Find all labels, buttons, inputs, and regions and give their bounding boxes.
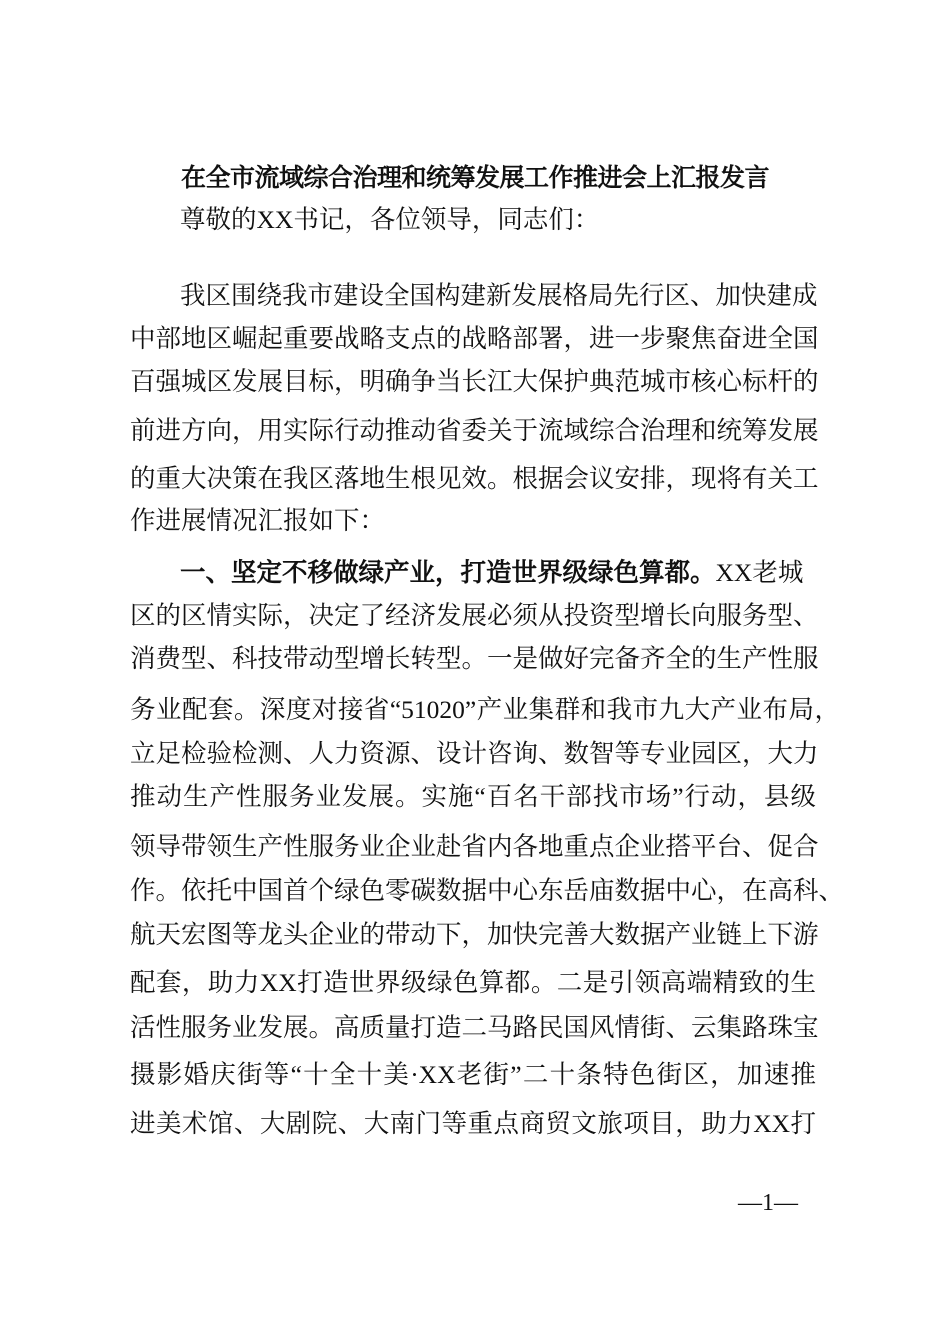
paragraph-line: 立足检验检测、人力资源、设计咨询、数智等专业园区，大力 [130,739,819,768]
section-heading-line [180,556,816,590]
paragraph-line: 作。依托中国首个绿色零碳数据中心东岳庙数据中心，在高科、 [130,876,845,905]
salutation: 尊敬的XX书记，各位领导，同志们： [180,205,600,234]
paragraph-line: 中部地区崛起重要战略支点的战略部署，进一步聚焦奋进全国 [130,324,819,353]
paragraph-line: 百强城区发展目标，明确争当长江大保护典范城市核心标杆的 [130,367,819,396]
paragraph-line: 的重大决策在我区落地生根见效。根据会议安排，现将有关工 [130,464,819,493]
paragraph-line: 务业配套。深度对接省“51020”产业集群和我市九大产业布局， [130,695,840,724]
paragraph-line: 区的区情实际，决定了经济发展必须从投资型增长向服务型、 [130,601,819,630]
paragraph-line: 消费型、科技带动型增长转型。一是做好完备齐全的生产性服 [130,644,819,673]
paragraph-line: 配套，助力XX打造世界级绿色算都。二是引领高端精致的生 [130,968,816,997]
paragraph-line: 活性服务业发展。高质量打造二马路民国风情街、云集路珠宝 [130,1013,819,1042]
page-number: —1— [738,1190,798,1216]
paragraph-line: 推动生产性服务业发展。实施“百名干部找市场”行动，县级 [130,782,816,811]
document-title: 在全市流域综合治理和统筹发展工作推进会上汇报发言 [180,165,769,192]
paragraph-line: 航天宏图等龙头企业的带动下，加快完善大数据产业链上下游 [130,920,819,949]
paragraph-line: 我区围绕我市建设全国构建新发展格局先行区、加快建成 [180,281,818,310]
heading-tail: XX老城 [715,558,804,587]
paragraph-line: 进美术馆、大剧院、大南门等重点商贸文旅项目，助力XX打 [130,1109,816,1138]
section-heading: 一、坚定不移做绿产业，打造世界级绿色算都。 [180,559,716,587]
paragraph-line: 作进展情况汇报如下： [130,506,386,535]
paragraph-line: 前进方向，用实际行动推动省委关于流域综合治理和统筹发展 [130,416,819,445]
paragraph-line: 领导带领生产性服务业企业赴省内各地重点企业搭平台、促合 [130,832,819,861]
paragraph-line: 摄影婚庆街等“十全十美·XX老街”二十条特色街区，加速推 [130,1060,816,1089]
